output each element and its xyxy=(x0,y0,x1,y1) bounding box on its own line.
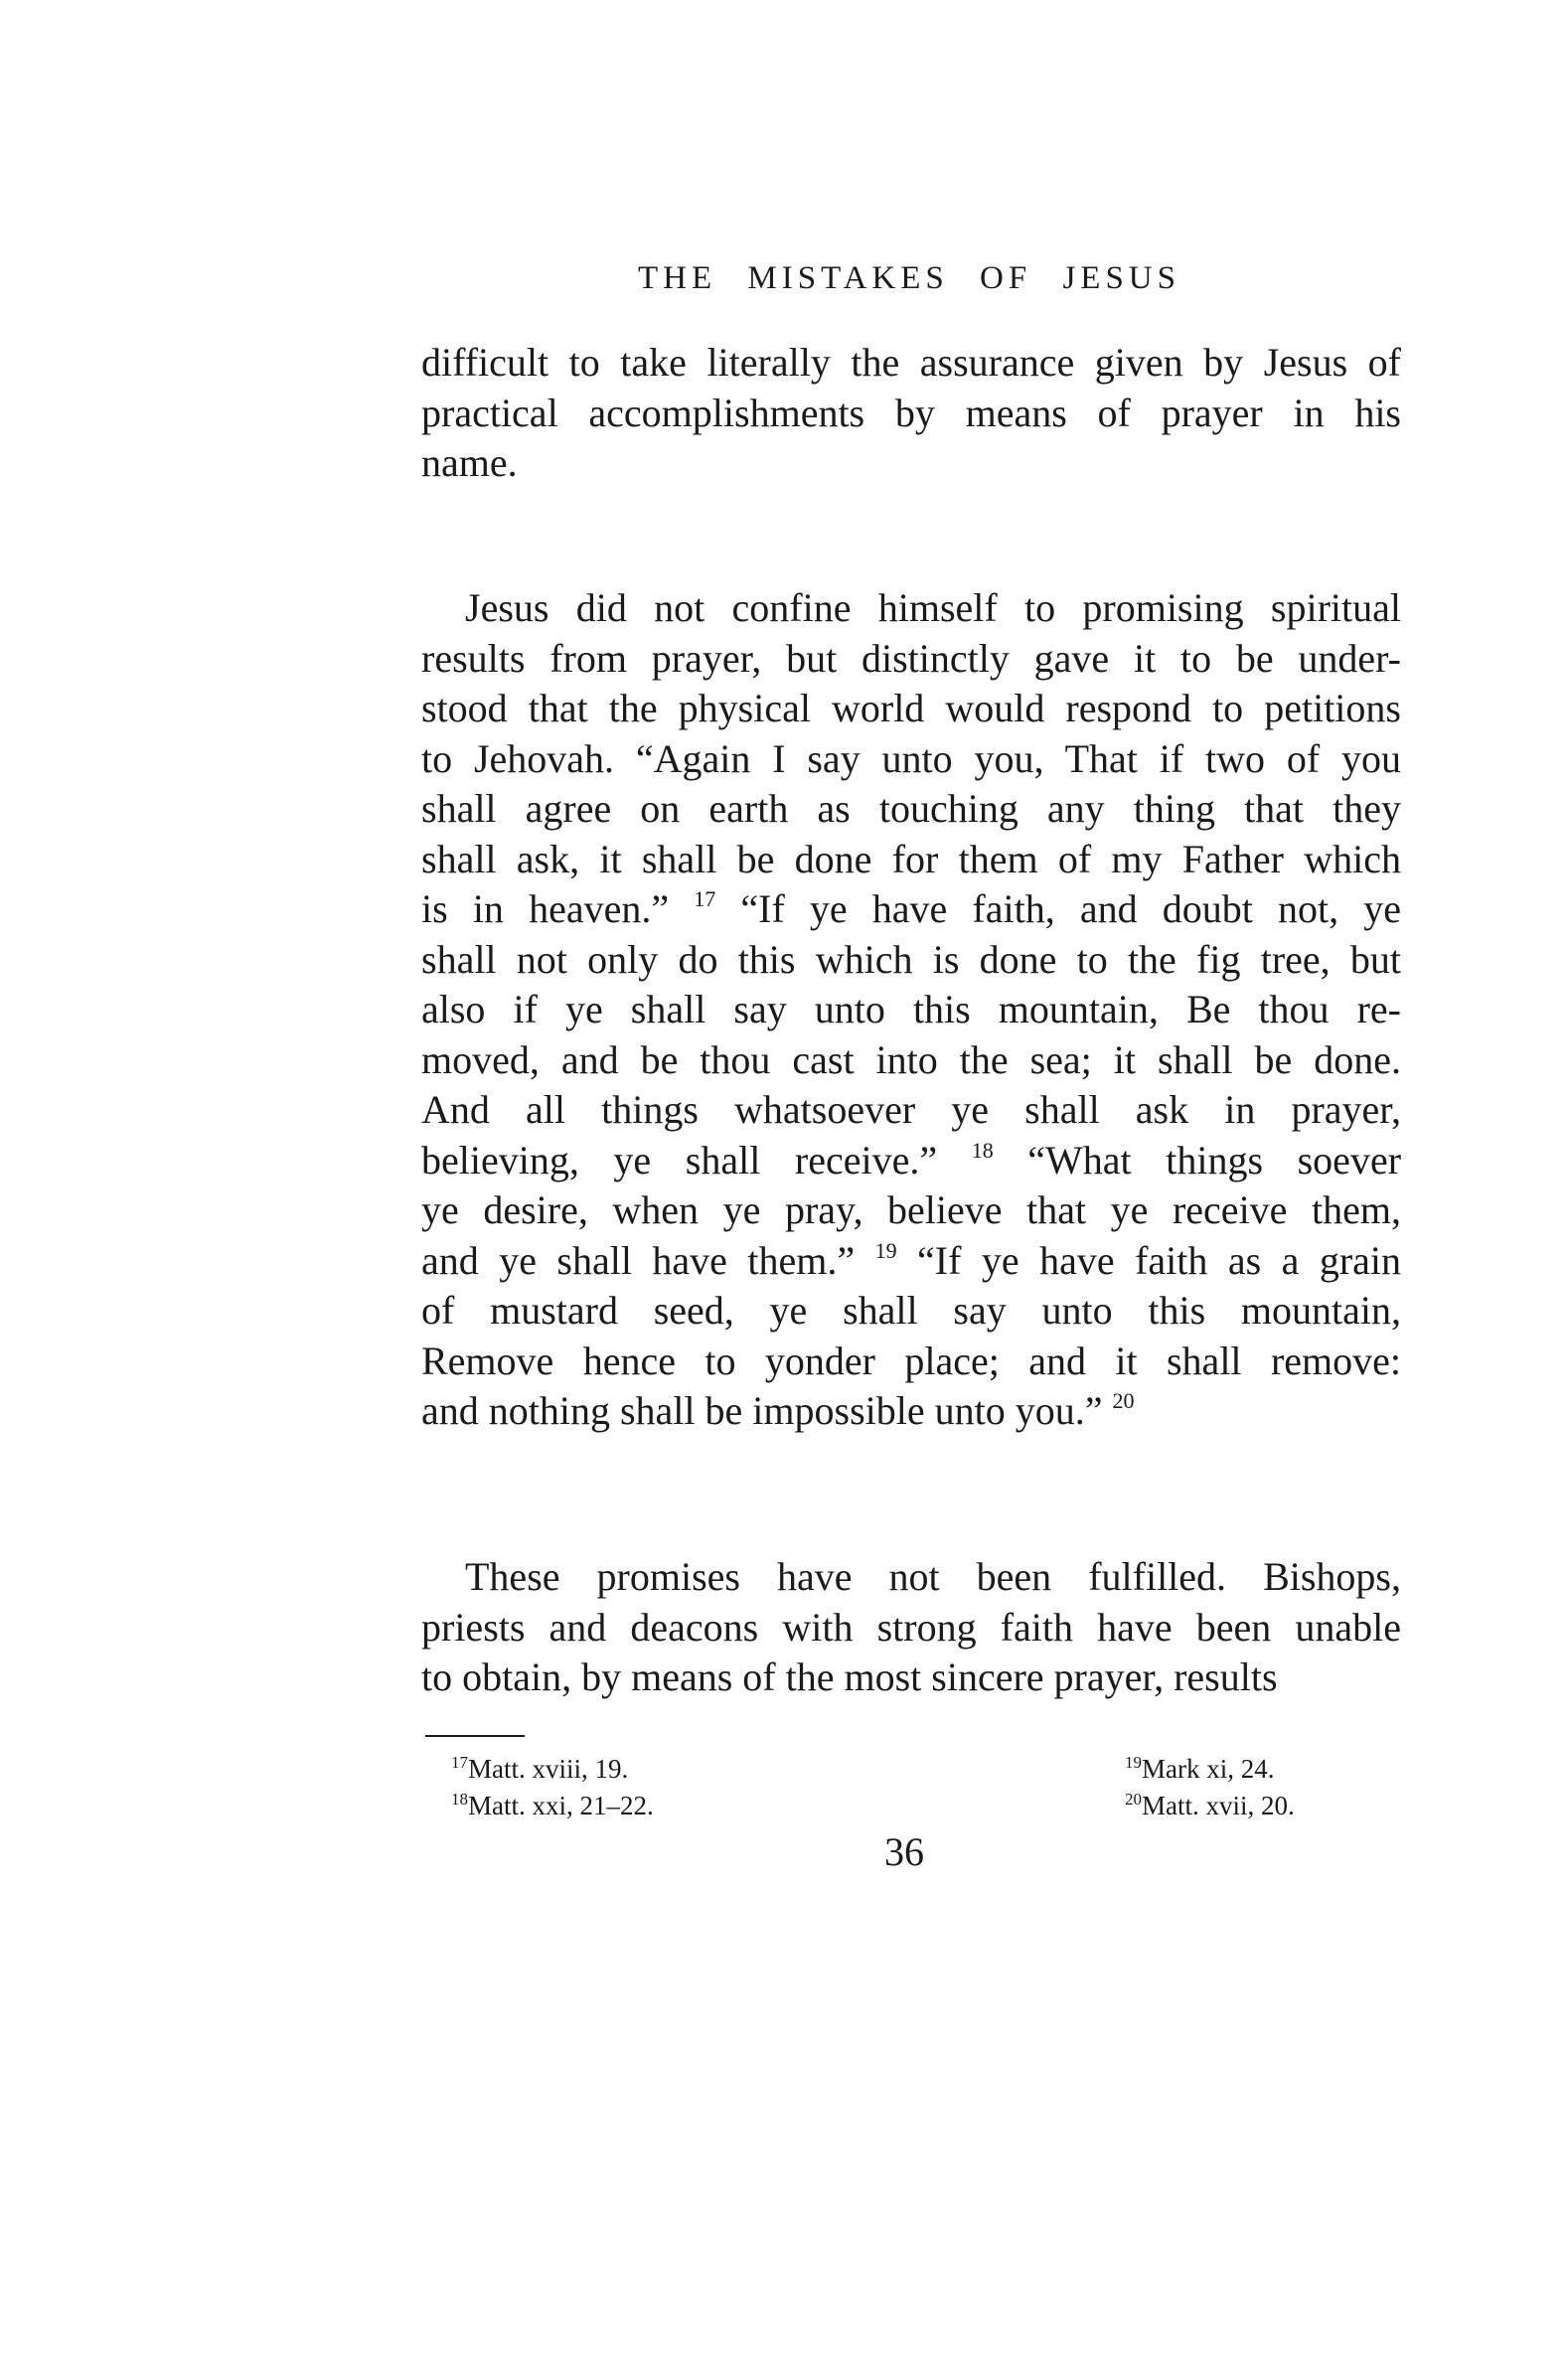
footnote-19 xyxy=(1125,1751,1295,1788)
text-line: also if ye shall say unto this mountain, Be thou re- xyxy=(421,987,1401,1031)
text-line: priests and deacons with strong faith have been unable xyxy=(421,1604,1401,1650)
footnote-citation: Matt. xvii, 20. xyxy=(1142,1791,1295,1820)
footnote-17 xyxy=(451,1751,654,1788)
text-line: of mustard seed, ye shall say unto this mountain, xyxy=(421,1288,1401,1333)
text-line: difficult to take literally the assurance given by Jesus of xyxy=(421,340,1401,385)
text-line: shall not only do this which is done to the fig tree, but xyxy=(421,936,1401,982)
text-segment: “What things soever xyxy=(993,1137,1402,1182)
text-segment: “If ye have faith as a grain xyxy=(896,1237,1402,1283)
text-line xyxy=(421,1236,1401,1287)
footnote-number: 19 xyxy=(1125,1753,1142,1772)
text-line: results from prayer, but distinctly gave it to be under- xyxy=(421,635,1401,681)
text-line: ye desire, when ye pray, believe that ye receive them, xyxy=(421,1187,1401,1232)
text-segment: is in heaven.” xyxy=(421,886,670,931)
text-segment: and ye shall have them.” xyxy=(421,1237,856,1283)
text-line: shall ask, it shall be done for them of my Father which xyxy=(421,836,1401,881)
text-line: name. xyxy=(421,440,518,485)
text-segment: believing, ye shall receive.” xyxy=(421,1137,938,1182)
text-line: These promises have not been fulfilled. Bishops, xyxy=(465,1554,1401,1599)
text-line: stood that the physical world would respond to petitions xyxy=(421,686,1401,730)
text-line: to Jehovah. “Again I say unto you, That if two of you xyxy=(421,735,1401,781)
footnote-20 xyxy=(1125,1788,1295,1824)
footnote-citation: Mark xi, 24. xyxy=(1142,1754,1275,1784)
footnotes-left-column xyxy=(451,1751,654,1824)
text-line: Jesus did not confine himself to promising spiritual xyxy=(465,585,1401,630)
footnote-reference[interactable]: 20 xyxy=(1112,1388,1135,1413)
text-line: moved, and be thou cast into the sea; it shall be done. xyxy=(421,1036,1401,1082)
text-line: shall agree on earth as touching any thing that they xyxy=(421,786,1401,831)
text-line: to obtain, by means of the most sincere prayer, results xyxy=(421,1655,1278,1699)
text-line xyxy=(421,884,1401,935)
footnote-reference[interactable]: 18 xyxy=(971,1137,994,1163)
paragraph-body xyxy=(421,1552,1401,1703)
page-number: 36 xyxy=(884,1829,924,1874)
paragraph-body xyxy=(421,338,1401,489)
text-segment: and nothing shall be impossible unto you.” xyxy=(421,1388,1103,1433)
text-segment: “If ye have faith, and doubt not, ye xyxy=(715,886,1402,931)
paragraph-1 xyxy=(421,338,1401,489)
footnote-18 xyxy=(451,1788,654,1824)
footnotes-right-column xyxy=(1125,1751,1295,1824)
text-line: Remove hence to yonder place; and it shall remove: xyxy=(421,1338,1401,1383)
footnote-reference[interactable]: 19 xyxy=(874,1237,897,1263)
footnote-citation: Matt. xxi, 21–22. xyxy=(468,1791,654,1820)
footnote-number: 17 xyxy=(451,1753,468,1772)
text-line xyxy=(421,1136,1401,1186)
footnote-reference[interactable]: 17 xyxy=(694,886,716,911)
running-head: THE MISTAKES OF JESUS xyxy=(638,260,1180,296)
text-line: And all things whatsoever ye shall ask in prayer, xyxy=(421,1087,1401,1132)
footnote-number: 20 xyxy=(1125,1790,1142,1809)
footnote-number: 18 xyxy=(451,1790,468,1809)
paragraph-2 xyxy=(421,583,1401,1437)
text-line: practical accomplishments by means of prayer in his xyxy=(421,390,1401,435)
paragraph-body xyxy=(421,583,1401,1437)
paragraph-3 xyxy=(421,1552,1401,1703)
text-line xyxy=(421,1386,1401,1437)
footnote-rule xyxy=(425,1735,525,1737)
footnote-citation: Matt. xviii, 19. xyxy=(468,1754,629,1784)
